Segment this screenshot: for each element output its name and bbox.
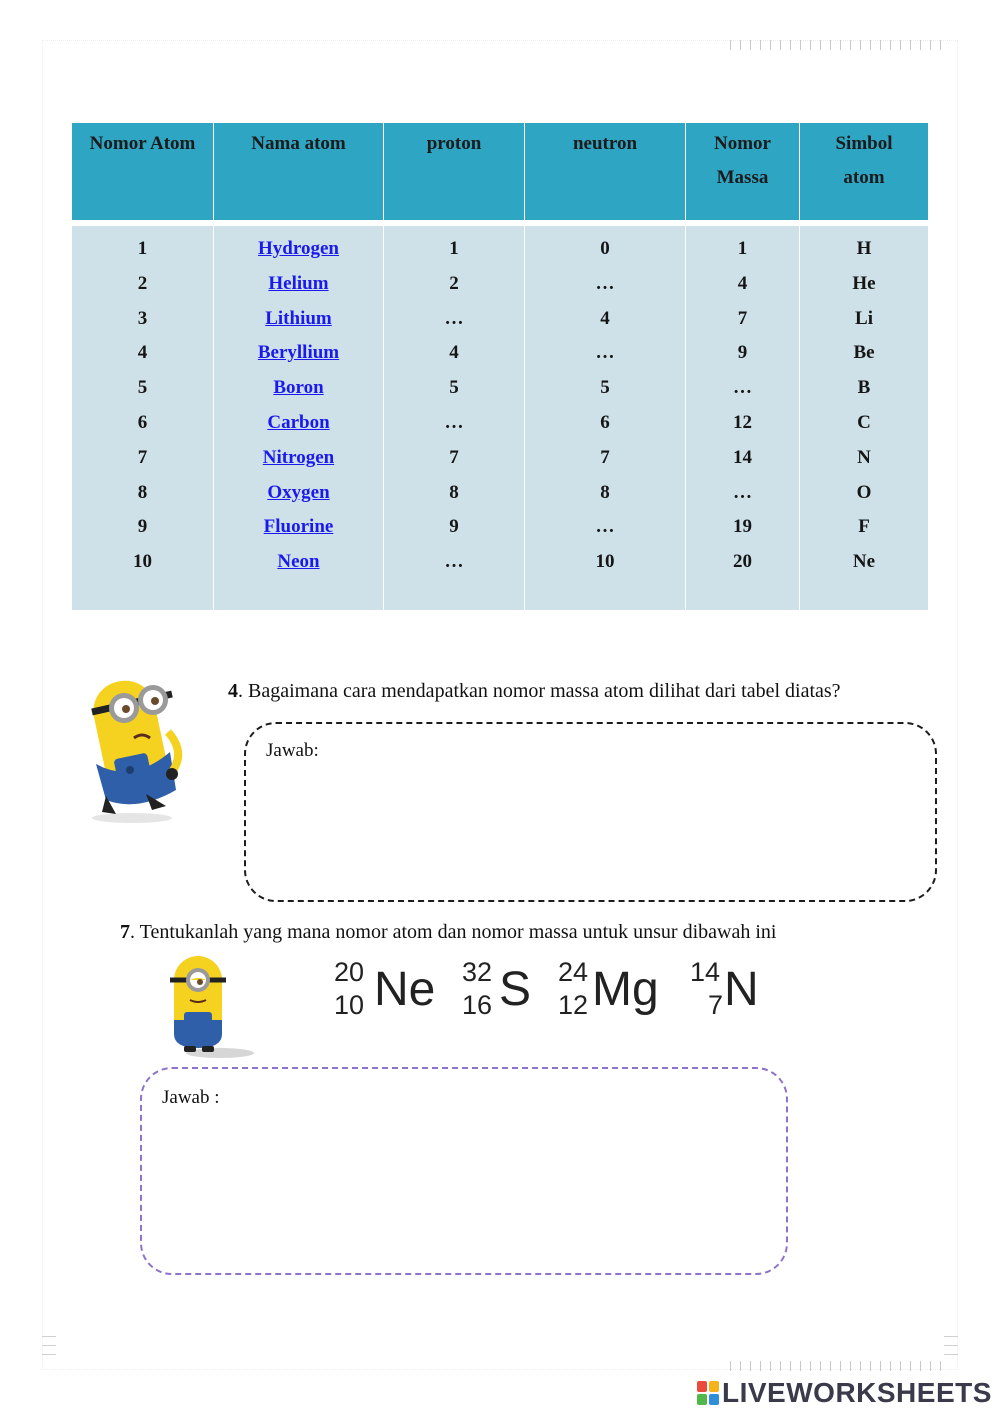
- tick-mark: [940, 1361, 941, 1371]
- column-proton: [383, 226, 524, 610]
- table-cell: …: [444, 411, 464, 433]
- tick-mark: [910, 1361, 911, 1371]
- tick-mark: [810, 1361, 811, 1371]
- tick-mark: [850, 1361, 851, 1371]
- table-cell: C: [857, 411, 871, 433]
- table-cell: 2: [449, 272, 459, 294]
- table-cell: 3: [137, 307, 148, 329]
- table-cell: 20: [733, 551, 752, 573]
- tick-mark: [830, 40, 831, 50]
- table-cell: 10: [595, 551, 615, 573]
- column-nomor-massa: [685, 226, 799, 610]
- element-link[interactable]: Neon: [277, 551, 320, 573]
- tick-mark: [840, 1361, 841, 1371]
- tick-mark: [760, 1361, 761, 1371]
- table-cell: …: [595, 272, 615, 294]
- tick-mark: [750, 40, 751, 50]
- answer-label: Jawab:: [266, 740, 319, 761]
- table-cell: 7: [737, 307, 748, 329]
- table-cell: 9: [449, 516, 459, 538]
- tick-mark: [780, 40, 781, 50]
- atomic-number: 12: [558, 990, 589, 1020]
- question-text: . Bagaimana cara mendapatkan nomor massa atom dilihat dari tabel diatas?: [238, 680, 841, 702]
- table-cell: 9: [737, 342, 748, 364]
- question-4: [228, 680, 841, 703]
- tick-mark: [920, 1361, 921, 1371]
- mass-number: 32: [462, 957, 493, 987]
- tick-mark: [750, 1361, 751, 1371]
- tick-mark: [870, 40, 871, 50]
- column-neutron: [524, 226, 685, 610]
- tick-mark: [830, 1361, 831, 1371]
- element-link[interactable]: Boron: [273, 377, 324, 399]
- table-cell: Ne: [852, 551, 876, 573]
- table-cell: 8: [600, 481, 610, 503]
- table-cell: …: [733, 377, 752, 399]
- mass-number: 24: [558, 957, 589, 987]
- atom-table: [72, 123, 928, 610]
- nuclide-sulfur: [462, 958, 538, 1028]
- table-cell: Li: [855, 307, 873, 329]
- question-7: [120, 921, 776, 944]
- table-cell: 7: [449, 446, 459, 468]
- question-number: 7: [120, 921, 130, 943]
- table-cell: 0: [600, 238, 610, 259]
- table-cell: B: [857, 377, 871, 399]
- table-cell: 12: [733, 411, 752, 433]
- tick-mark: [940, 40, 941, 50]
- table-cell: …: [595, 516, 615, 538]
- element-symbol: Ne: [374, 963, 436, 1016]
- table-cell: 6: [137, 411, 148, 433]
- tick-mark: [930, 1361, 931, 1371]
- table-cell: …: [444, 307, 464, 329]
- tick-mark: [840, 40, 841, 50]
- logo-text: LIVEWORKSHEETS: [722, 1377, 992, 1408]
- column-nomor-atom: [72, 226, 213, 610]
- element-link[interactable]: Fluorine: [263, 516, 334, 538]
- table-cell: 4: [737, 272, 748, 294]
- header-neutron: [524, 123, 685, 220]
- element-link[interactable]: Nitrogen: [262, 446, 335, 468]
- right-side-marks: [944, 1336, 958, 1363]
- tick-mark: [880, 40, 881, 50]
- table-cell: H: [856, 238, 872, 259]
- table-cell: 8: [137, 481, 148, 503]
- header-nomor-massa: [685, 123, 799, 220]
- tick-mark: [850, 40, 851, 50]
- tick-mark: [810, 40, 811, 50]
- table-cell: …: [733, 481, 752, 503]
- table-cell: 9: [137, 516, 148, 538]
- table-cell: …: [595, 342, 615, 364]
- header-label: atom: [843, 167, 885, 188]
- tick-mark: [900, 40, 901, 50]
- table-cell: 1: [737, 238, 748, 259]
- table-cell: 1: [137, 238, 148, 259]
- table-cell: 6: [600, 411, 610, 433]
- tick-mark: [760, 40, 761, 50]
- tick-mark: [910, 40, 911, 50]
- table-cell: 10: [133, 551, 152, 573]
- table-cell: 8: [449, 481, 459, 503]
- bottom-tick-strip: [730, 1361, 941, 1371]
- table-cell: 7: [137, 446, 148, 468]
- tick-mark: [800, 40, 801, 50]
- element-link[interactable]: Hydrogen: [258, 238, 339, 259]
- table-cell: F: [858, 516, 870, 538]
- answer-box-4[interactable]: [244, 722, 937, 902]
- atomic-number: 10: [334, 990, 365, 1020]
- header-label: Massa: [716, 167, 769, 188]
- element-link[interactable]: Lithium: [265, 307, 332, 329]
- tick-mark: [770, 40, 771, 50]
- minion-illustration-2: [148, 952, 310, 1060]
- table-cell: 5: [600, 377, 610, 399]
- tick-mark: [820, 40, 821, 50]
- atomic-number: 7: [708, 990, 724, 1020]
- element-symbol: Mg: [592, 963, 659, 1016]
- tick-mark: [860, 1361, 861, 1371]
- table-cell: 5: [137, 377, 148, 399]
- element-symbol: N: [724, 963, 759, 1016]
- tick-mark: [730, 1361, 731, 1371]
- nuclide-magnesium: [558, 958, 664, 1028]
- element-symbol: S: [499, 963, 532, 1016]
- atomic-number: 16: [462, 990, 493, 1020]
- table-cell: 2: [137, 272, 148, 294]
- element-link[interactable]: Beryllium: [257, 342, 340, 364]
- table-cell: 14: [733, 446, 752, 468]
- mass-number: 14: [690, 957, 721, 987]
- top-tick-strip: [730, 40, 941, 50]
- tick-mark: [870, 1361, 871, 1371]
- header-nomor-atom: [72, 123, 213, 220]
- tick-mark: [740, 1361, 741, 1371]
- header-label: Nomor Atom: [89, 133, 196, 154]
- tick-mark: [800, 1361, 801, 1371]
- column-nama-atom: [213, 226, 383, 610]
- header-label: Simbol: [835, 133, 893, 154]
- header-simbol-atom: [799, 123, 928, 220]
- table-cell: 19: [733, 516, 752, 538]
- minion-illustration: [72, 672, 197, 824]
- nuclide-neon: [334, 958, 446, 1028]
- table-cell: He: [852, 272, 876, 294]
- table-cell: 7: [600, 446, 610, 468]
- table-cell: 4: [137, 342, 148, 364]
- table-cell: N: [857, 446, 871, 468]
- tick-mark: [730, 40, 731, 50]
- question-number: 4: [228, 680, 238, 702]
- nuclide-nitrogen: [690, 958, 760, 1028]
- answer-label: Jawab :: [162, 1087, 220, 1108]
- element-link[interactable]: Helium: [268, 272, 329, 294]
- element-link[interactable]: Oxygen: [267, 481, 330, 503]
- table-cell: Be: [853, 342, 875, 364]
- tick-mark: [740, 40, 741, 50]
- tick-mark: [790, 40, 791, 50]
- column-simbol-atom: [799, 226, 928, 610]
- logo-mark-icon: [697, 1381, 719, 1405]
- tick-mark: [900, 1361, 901, 1371]
- element-link[interactable]: Carbon: [267, 411, 330, 433]
- table-body: [72, 226, 928, 610]
- tick-mark: [920, 40, 921, 50]
- tick-mark: [930, 40, 931, 50]
- header-nama-atom: [213, 123, 383, 220]
- liveworksheets-logo[interactable]: [697, 1376, 992, 1410]
- tick-mark: [890, 1361, 891, 1371]
- tick-mark: [780, 1361, 781, 1371]
- table-cell: 5: [449, 377, 459, 399]
- answer-box-7[interactable]: [140, 1067, 788, 1275]
- table-cell: …: [444, 551, 464, 573]
- table-cell: 4: [449, 342, 459, 364]
- mass-number: 20: [334, 957, 365, 987]
- tick-mark: [790, 1361, 791, 1371]
- table-cell: 4: [600, 307, 610, 329]
- tick-mark: [890, 40, 891, 50]
- tick-mark: [770, 1361, 771, 1371]
- tick-mark: [860, 40, 861, 50]
- header-label: proton: [426, 133, 482, 154]
- header-label: neutron: [572, 133, 638, 154]
- table-cell: 1: [449, 238, 459, 259]
- tick-mark: [880, 1361, 881, 1371]
- left-side-marks: [42, 1336, 56, 1363]
- header-label: Nomor: [714, 133, 771, 154]
- tick-mark: [820, 1361, 821, 1371]
- table-cell: O: [856, 481, 872, 503]
- header-proton: [383, 123, 524, 220]
- question-text: . Tentukanlah yang mana nomor atom dan nomor massa untuk unsur dibawah ini: [130, 921, 777, 943]
- table-header-row: [72, 123, 928, 220]
- header-label: Nama atom: [251, 133, 346, 154]
